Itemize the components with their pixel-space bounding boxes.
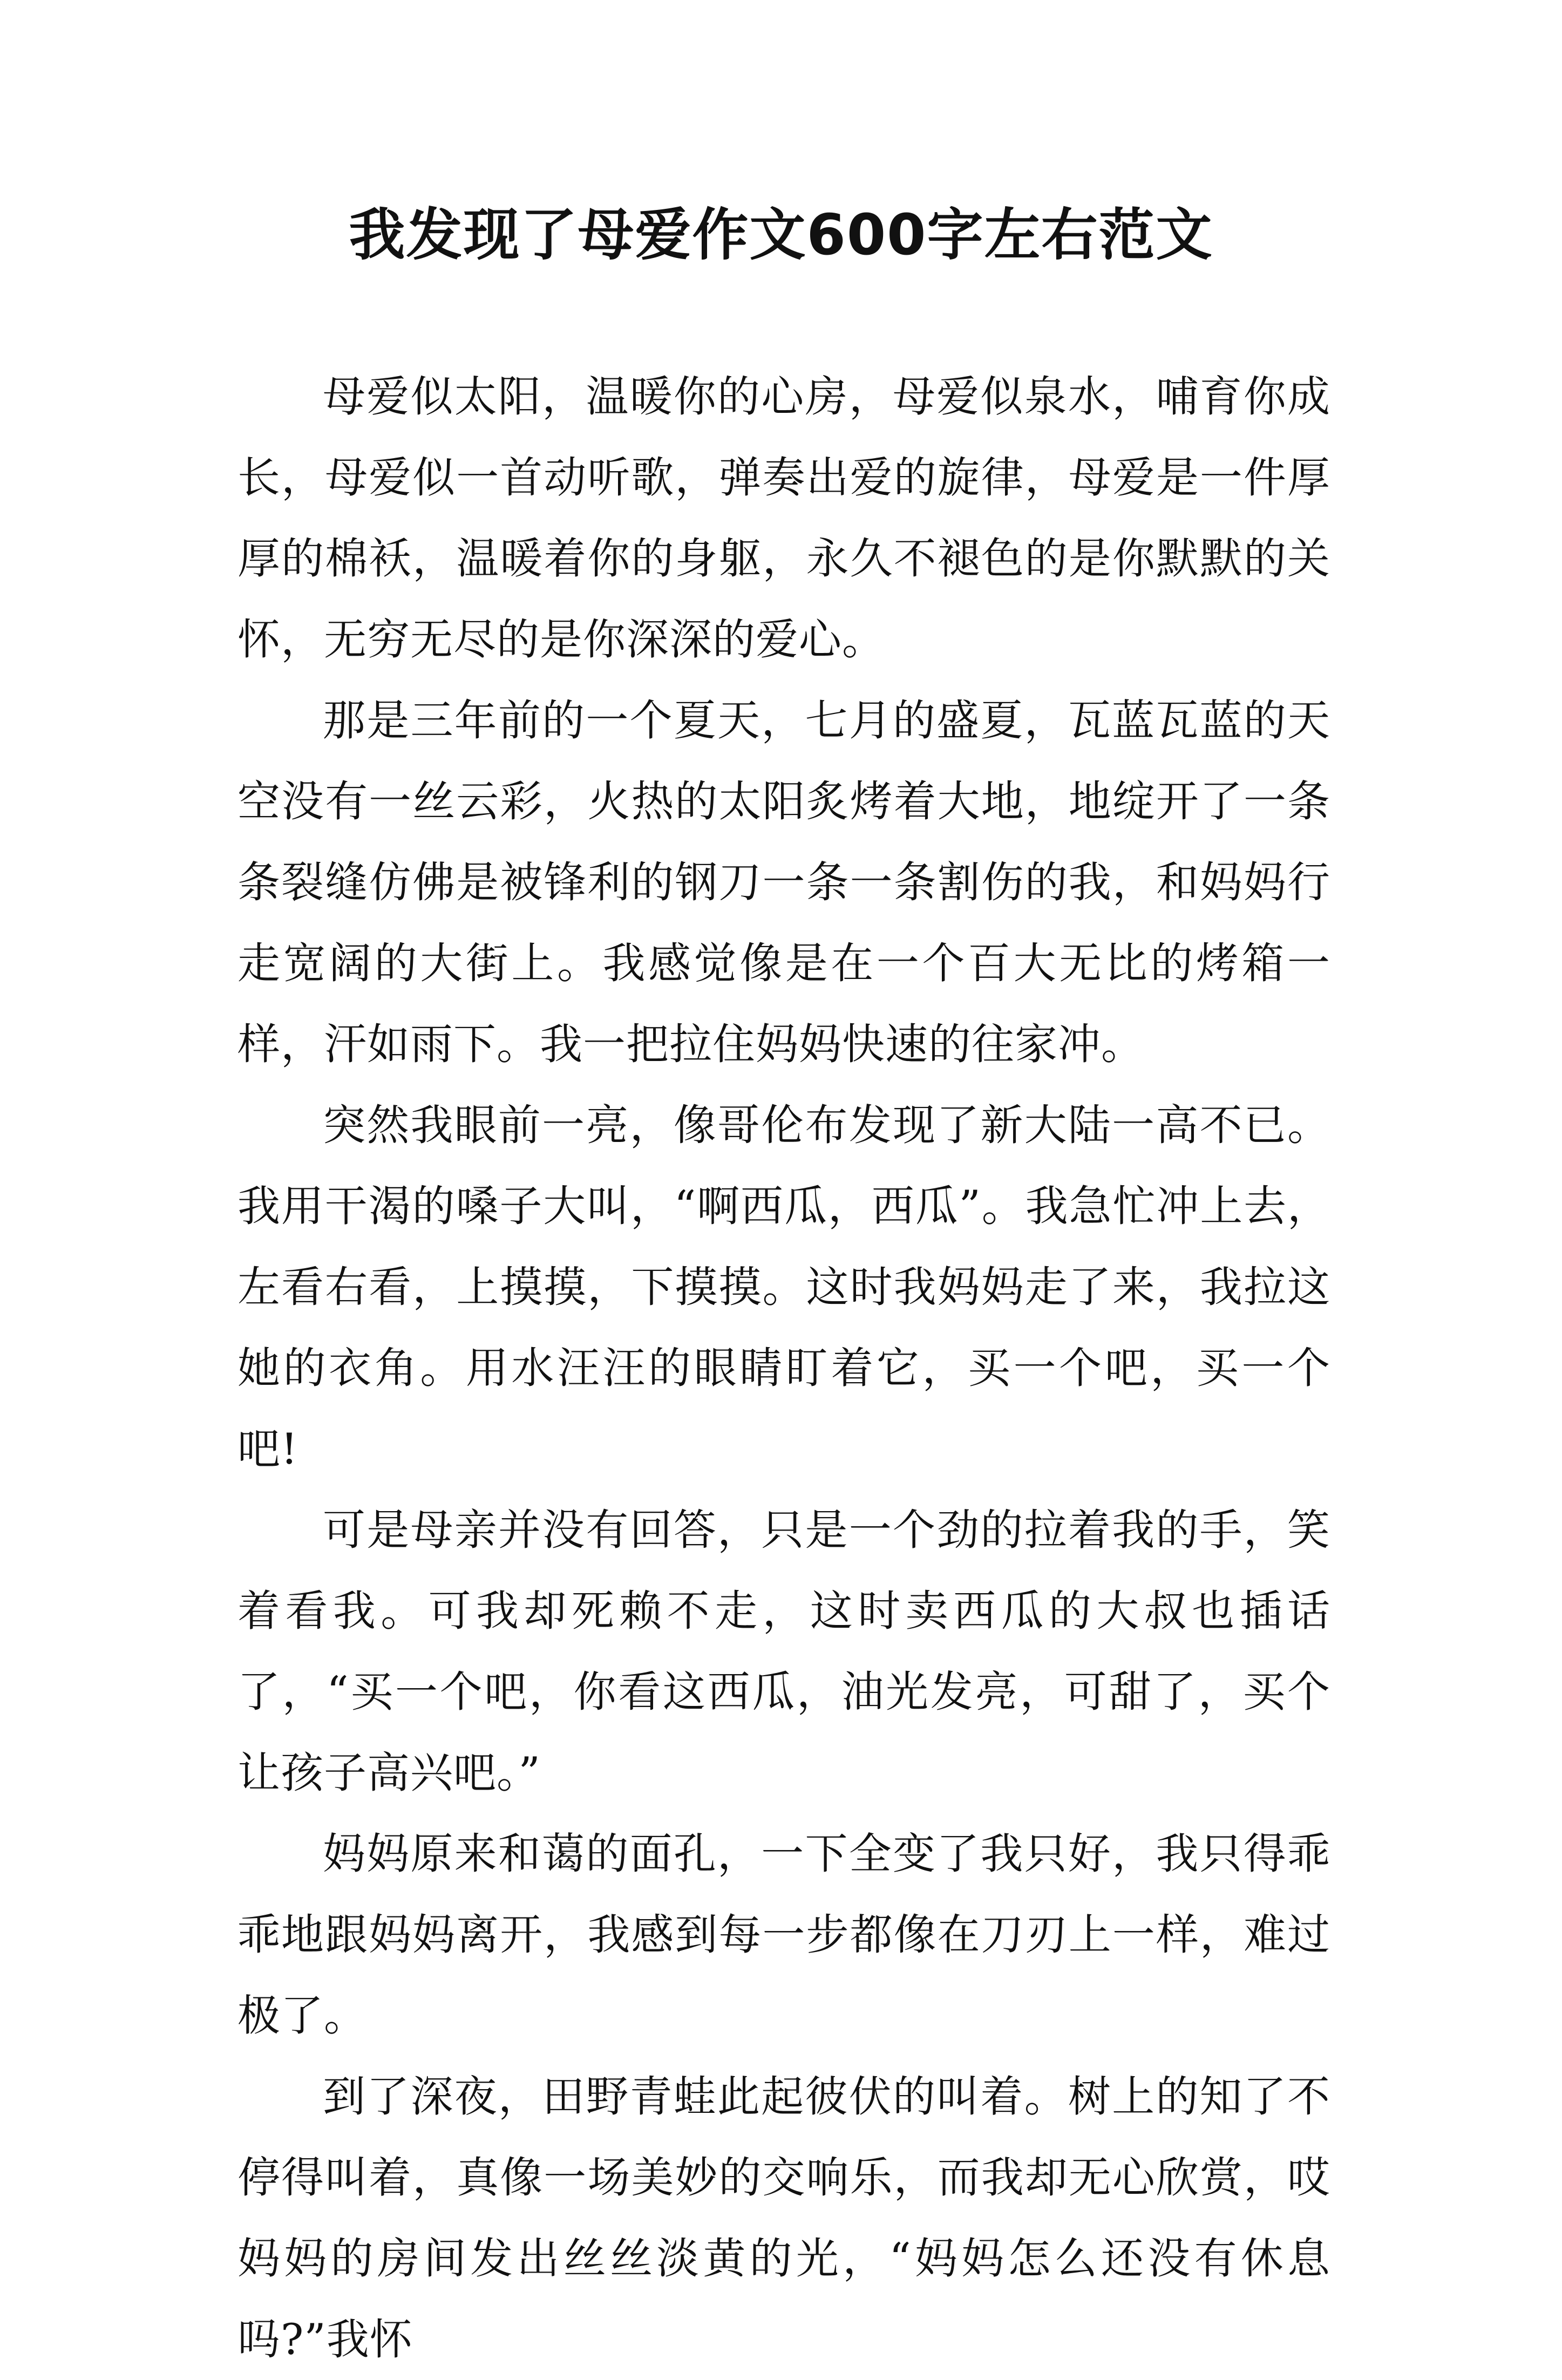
paragraph: 可是母亲并没有回答，只是一个劲的拉着我的手，笑着看我。可我却死赖不走，这时卖西瓜的大叔也插话了，“买一个吧，你看这西瓜，油光发亮，可甜了，买个让孩子高兴吧。” xyxy=(237,1505,1330,1798)
paragraph: 母爱似太阳，温暖你的心房，母爱似泉水，哺育你成长，母爱似一首动听歌，弹奏出爱的旋律，母爱是一件厚厚的棉袄，温暖着你的身躯，永久不褪色的是你默默的关怀，无穷无尽的是你深深的爱心。 xyxy=(237,372,1330,664)
paragraph: 到了深夜，田野青蛙此起彼伏的叫着。树上的知了不停得叫着，真像一场美妙的交响乐，而我却无心欣赏，哎妈妈的房间发出丝丝淡黄的光，“妈妈怎么还没有休息吗?”我怀 xyxy=(237,2072,1330,2364)
paragraph: 那是三年前的一个夏天，七月的盛夏，瓦蓝瓦蓝的天空没有一丝云彩，火热的太阳炙烤着大地，地绽开了一条条裂缝仿佛是被锋利的钢刀一条一条割伤的我，和妈妈行走宽阔的大街上。我感觉像是在一个百大无比的烤箱一样，汗如雨下。我一把拉住妈妈快速的往家冲。 xyxy=(237,696,1330,1069)
document-title: 我发现了母爱作文600字左右范文 xyxy=(349,202,1213,268)
paragraph: 妈妈原来和蔼的面孔，一下全变了我只好，我只得乖乖地跟妈妈离开，我感到每一步都像在刀刃上一样，难过极了。 xyxy=(237,1829,1330,2041)
paragraph: 突然我眼前一亮，像哥伦布发现了新大陆一高不已。我用干渴的嗓子大叫，“啊西瓜，西瓜”。我急忙冲上去，左看右看，上摸摸，下摸摸。这时我妈妈走了来，我拉这她的衣角。用水汪汪的眼睛盯着它，买一个吧，买一个吧! xyxy=(237,1100,1330,1474)
document-body xyxy=(237,356,1330,2380)
